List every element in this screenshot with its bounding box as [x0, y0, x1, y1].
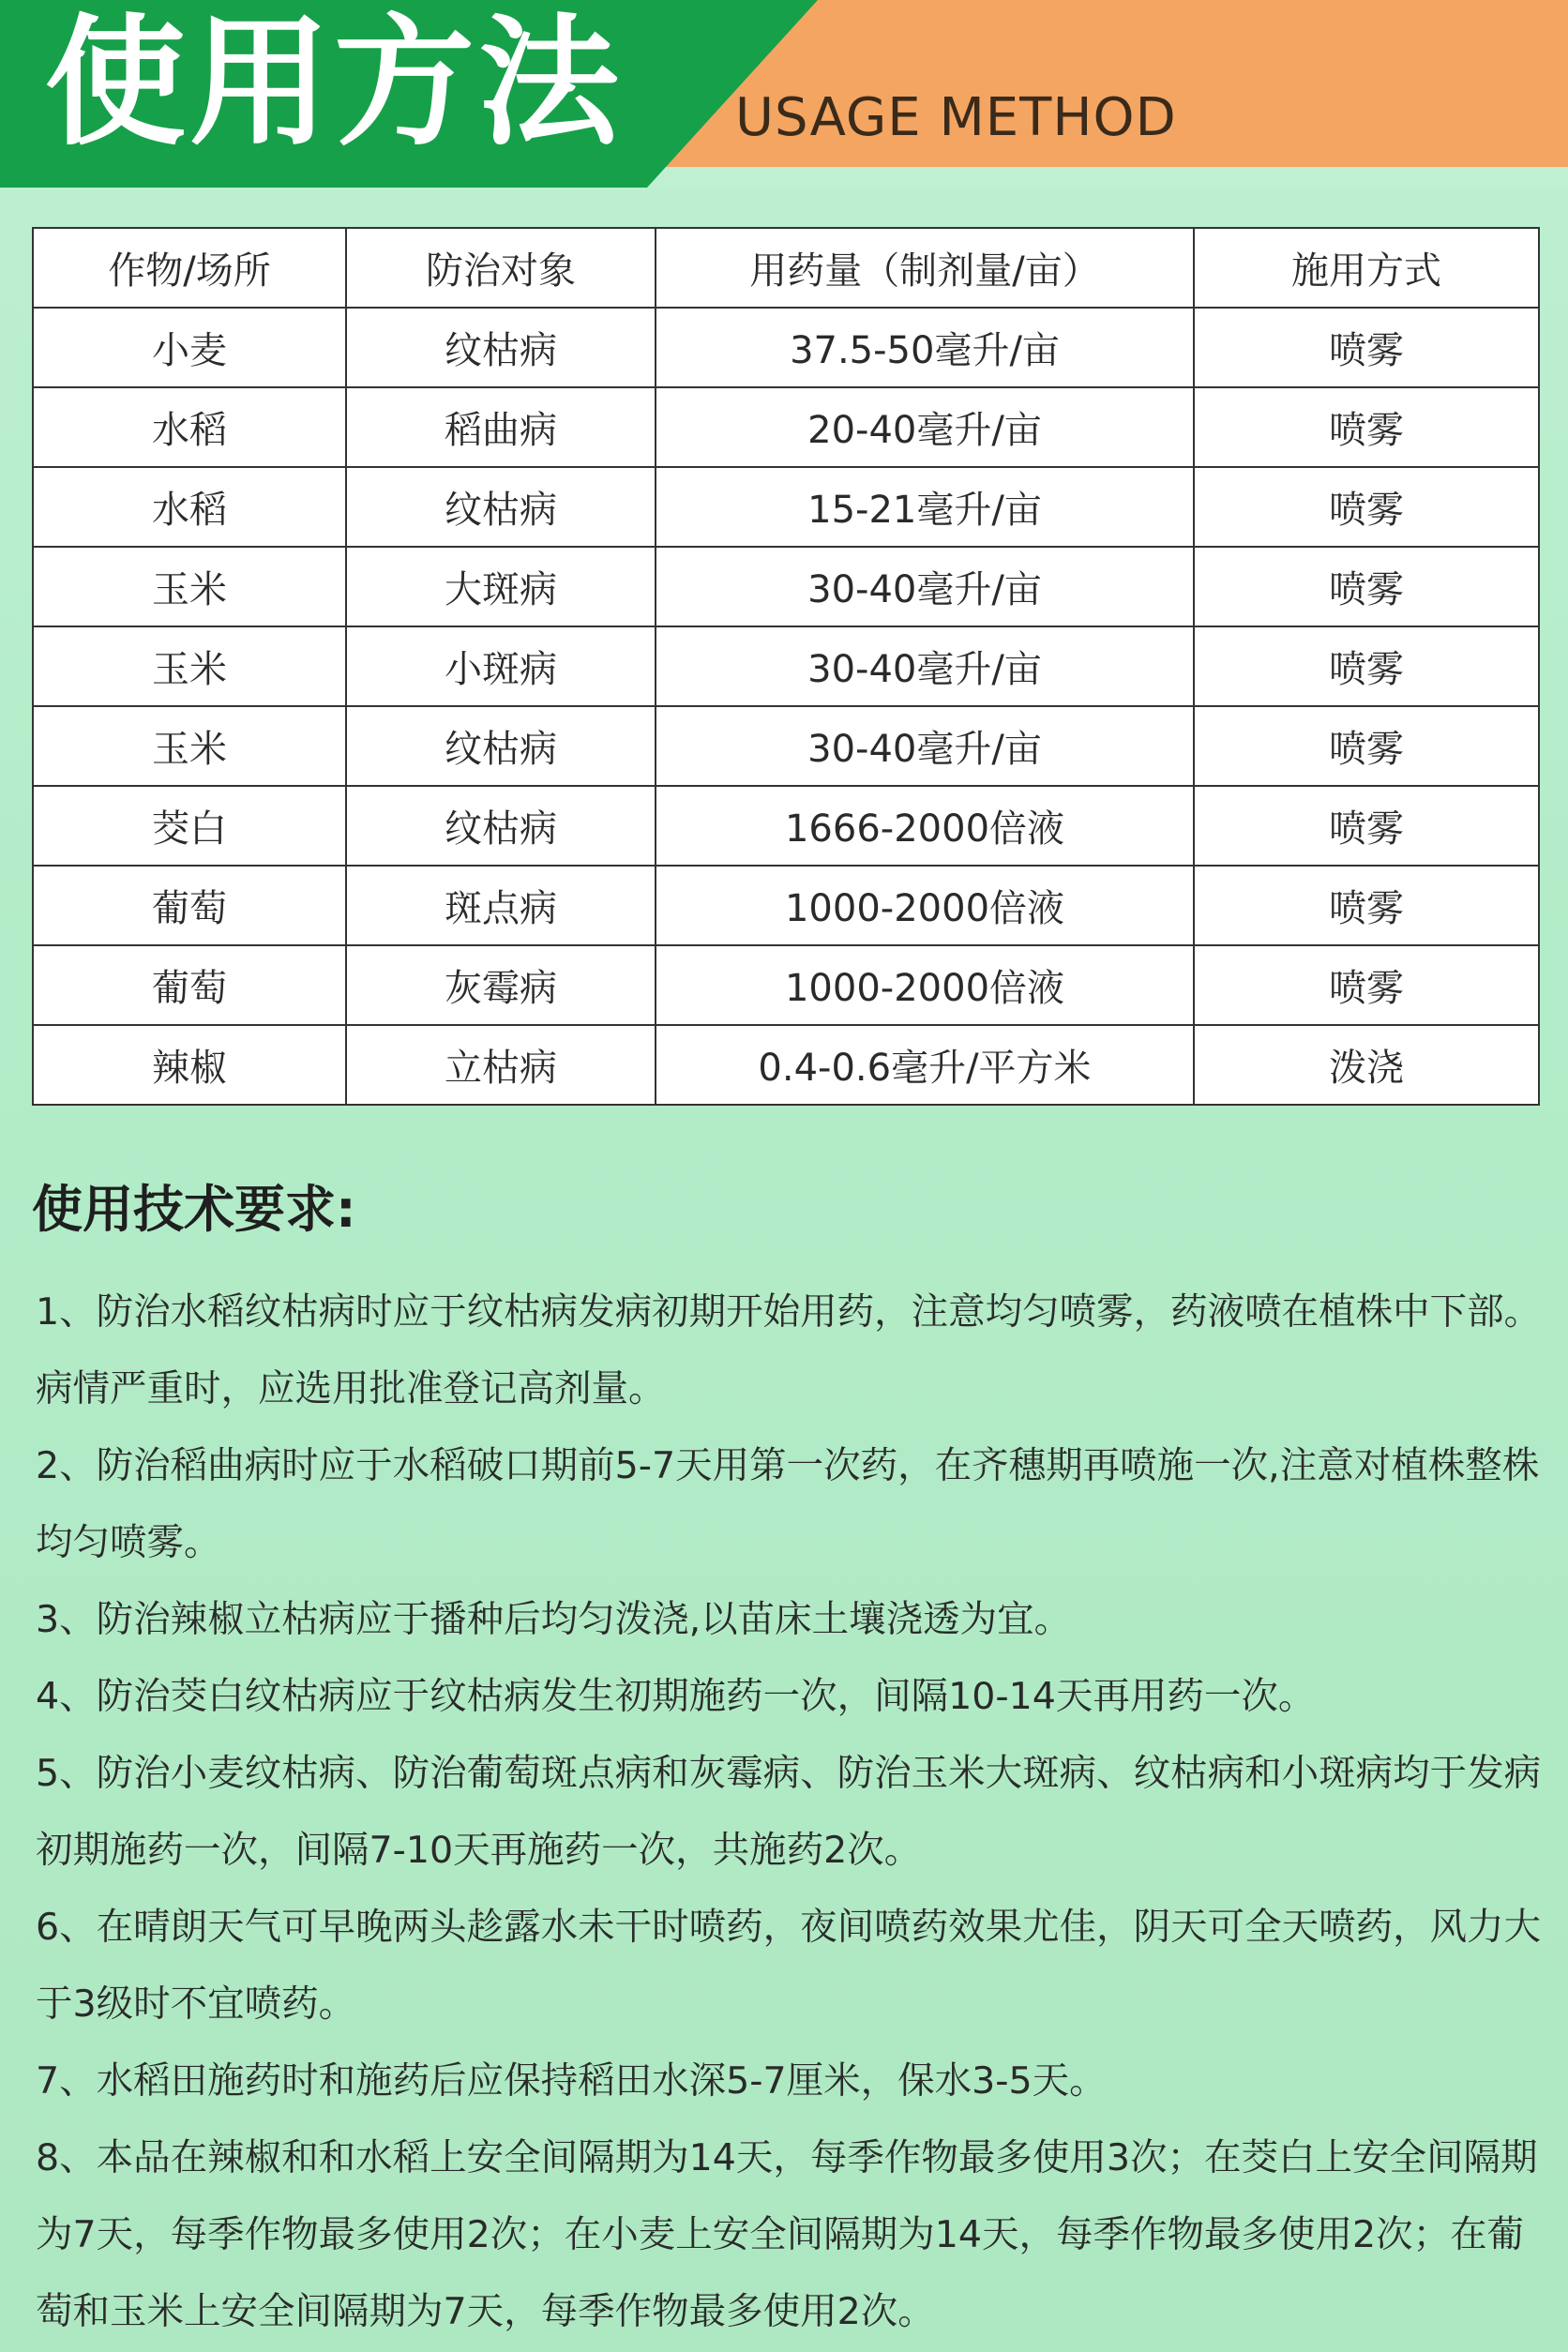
cell-target: 稻曲病: [346, 387, 656, 467]
cell-method: 泼浇: [1194, 1025, 1539, 1105]
cell-crop: 小麦: [33, 308, 346, 387]
table-row: [33, 547, 1539, 626]
cell-dosage: 37.5-50毫升/亩: [656, 308, 1194, 387]
requirement-item: 8、本品在辣椒和和水稻上安全间隔期为14天，每季作物最多使用3次；在茭白上安全间隔期为7天，每季作物最多使用2次；在小麦上安全间隔期为14天，每季作物最多使用2次；在葡萄和玉米上安全间隔期为7天，每季作物最多使用2次。: [36, 2136, 1538, 2333]
requirement-item: 7、水稻田施药时和施药后应保持稻田水深5-7厘米，保水3-5天。: [36, 2059, 1107, 2103]
table-row: [33, 706, 1539, 786]
column-header-crop: 作物/场所: [33, 228, 346, 308]
requirement-item: 2、防治稻曲病时应于水稻破口期前5-7天用第一次药，在齐穗期再喷施一次,注意对植株整株均匀喷雾。: [36, 1444, 1540, 1564]
cell-target: 斑点病: [346, 866, 656, 945]
cell-crop: 玉米: [33, 626, 346, 706]
header-banner: [0, 0, 1568, 188]
cell-target: 灰霉病: [346, 945, 656, 1025]
cell-crop: 玉米: [33, 547, 346, 626]
cell-dosage: 1666-2000倍液: [656, 786, 1194, 866]
cell-method: 喷雾: [1194, 626, 1539, 706]
cell-dosage: 30-40毫升/亩: [656, 626, 1194, 706]
cell-target: 小斑病: [346, 626, 656, 706]
cell-method: 喷雾: [1194, 467, 1539, 547]
cell-method: 喷雾: [1194, 786, 1539, 866]
cell-method: 喷雾: [1194, 866, 1539, 945]
cell-dosage: 1000-2000倍液: [656, 866, 1194, 945]
cell-method: 喷雾: [1194, 706, 1539, 786]
cell-dosage: 15-21毫升/亩: [656, 467, 1194, 547]
cell-crop: 水稻: [33, 387, 346, 467]
requirement-item: 1、防治水稻纹枯病时应于纹枯病发病初期开始用药，注意均匀喷雾，药液喷在植株中下部。病情严重时，应选用批准登记高剂量。: [36, 1290, 1542, 1410]
page-subtitle: USAGE METHOD: [735, 87, 1177, 148]
cell-crop: 葡萄: [33, 866, 346, 945]
table-header-row: [33, 228, 1539, 308]
cell-target: 纹枯病: [346, 706, 656, 786]
table-row: [33, 626, 1539, 706]
cell-target: 纹枯病: [346, 308, 656, 387]
table-row: [33, 945, 1539, 1025]
cell-crop: 茭白: [33, 786, 346, 866]
requirement-item: 3、防治辣椒立枯病应于播种后均匀泼浇,以苗床土壤浇透为宜。: [36, 1598, 1072, 1641]
cell-dosage: 20-40毫升/亩: [656, 387, 1194, 467]
cell-target: 纹枯病: [346, 786, 656, 866]
cell-crop: 水稻: [33, 467, 346, 547]
cell-dosage: 30-40毫升/亩: [656, 706, 1194, 786]
usage-table: [32, 227, 1540, 1106]
cell-method: 喷雾: [1194, 308, 1539, 387]
cell-crop: 葡萄: [33, 945, 346, 1025]
table-row: [33, 1025, 1539, 1105]
table-row: [33, 308, 1539, 387]
requirement-item: 5、防治小麦纹枯病、防治葡萄斑点病和灰霉病、防治玉米大斑病、纹枯病和小斑病均于发病初期施药一次，间隔7-10天再施药一次，共施药2次。: [36, 1752, 1542, 1872]
table-row: [33, 467, 1539, 547]
page-title: 使用方法: [45, 2, 624, 165]
cell-method: 喷雾: [1194, 945, 1539, 1025]
table-row: [33, 786, 1539, 866]
cell-dosage: 30-40毫升/亩: [656, 547, 1194, 626]
cell-dosage: 1000-2000倍液: [656, 945, 1194, 1025]
cell-crop: 玉米: [33, 706, 346, 786]
table-row: [33, 387, 1539, 467]
requirement-item: 4、防治茭白纹枯病应于纹枯病发生初期施药一次，间隔10-14天再用药一次。: [36, 1675, 1316, 1718]
requirement-item: 6、在晴朗天气可早晚两头趁露水未干时喷药，夜间喷药效果尤佳，阴天可全天喷药，风力大于3级时不宜喷药。: [36, 1906, 1542, 2026]
table-row: [33, 866, 1539, 945]
column-header-method: 施用方式: [1194, 228, 1539, 308]
requirements-heading: 使用技术要求:: [32, 1180, 356, 1239]
column-header-dosage: 用药量（制剂量/亩）: [656, 228, 1194, 308]
requirements-list: [36, 1274, 1545, 2350]
cell-crop: 辣椒: [33, 1025, 346, 1105]
cell-target: 纹枯病: [346, 467, 656, 547]
cell-method: 喷雾: [1194, 547, 1539, 626]
cell-target: 大斑病: [346, 547, 656, 626]
cell-method: 喷雾: [1194, 387, 1539, 467]
cell-dosage: 0.4-0.6毫升/平方米: [656, 1025, 1194, 1105]
column-header-target: 防治对象: [346, 228, 656, 308]
cell-target: 立枯病: [346, 1025, 656, 1105]
